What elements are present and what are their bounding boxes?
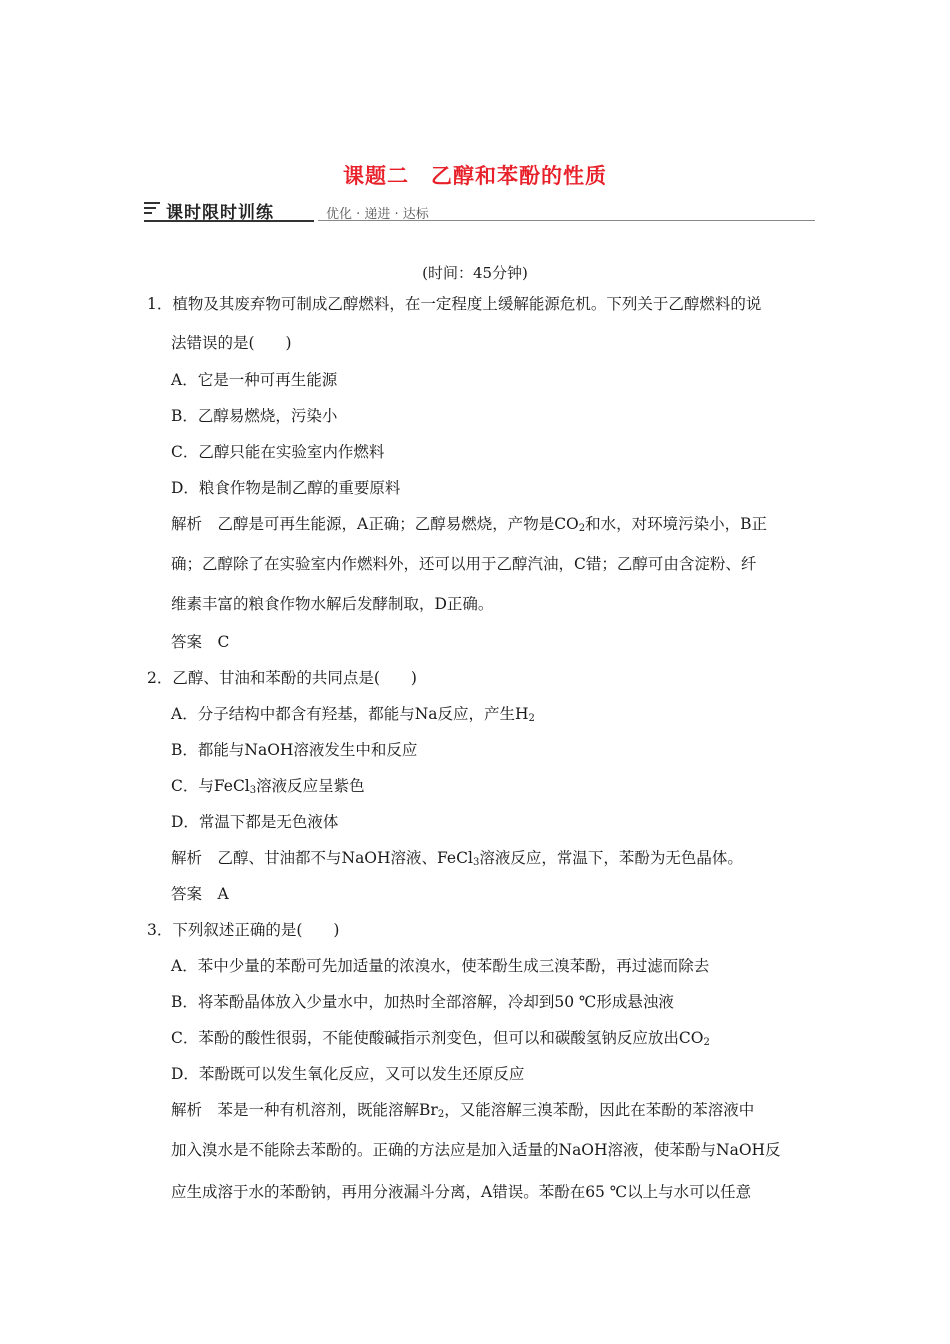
q2-analysis (171, 848, 743, 873)
banner-subtitle: 优化 · 递进 · 达标 (326, 207, 429, 222)
q3-analysis-part: 解析 苯是一种有机溶剂，既能溶解Br (171, 1101, 438, 1119)
q1-stem-line1: 1．植物及其废弃物可制成乙醇燃料，在一定程度上缓解能源危机。下列关于乙醇燃料的说 (147, 295, 762, 313)
q1-option-d: D．粮食作物是制乙醇的重要原料 (171, 479, 401, 497)
q3-analysis-line1 (171, 1100, 754, 1125)
q2-analysis-part: 解析 乙醇、甘油都不与NaOH溶液、FeCl (171, 849, 473, 867)
q1-analysis-line3: 维素丰富的粮食作物水解后发酵制取，D正确。 (171, 595, 494, 613)
subscript: 3 (249, 785, 257, 796)
q3-option-c-text: C．苯酚的酸性很弱，不能使酸碱指示剂变色，但可以和碳酸氢钠反应放出CO (171, 1029, 704, 1047)
q1-analysis-part: 和水，对环境污染小，B正 (585, 515, 768, 533)
q1-option-b: B．乙醇易燃烧，污染小 (171, 407, 338, 425)
q2-analysis-part: 溶液反应，常温下，苯酚为无色晶体。 (479, 849, 743, 867)
q1-stem-line2: 法错误的是( ) (171, 334, 292, 352)
q2-answer: 答案 A (171, 885, 229, 903)
q3-analysis-part: ，又能溶解三溴苯酚，因此在苯酚的苯溶液中 (444, 1101, 755, 1119)
banner-heading-box (144, 198, 314, 222)
q2-option-c (171, 776, 365, 801)
q2-option-a-text: A．分子结构中都含有羟基，都能与Na反应，产生H (171, 705, 529, 723)
subscript: 3 (472, 857, 480, 868)
q1-analysis-part: 解析 乙醇是可再生能源，A正确；乙醇易燃烧，产物是CO (171, 515, 579, 533)
q3-analysis-line2: 加入溴水是不能除去苯酚的。正确的方法应是加入适量的NaOH溶液，使苯酚与NaOH反 (171, 1141, 781, 1159)
q2-option-c-text: C．与FeCl (171, 777, 250, 795)
q1-option-c: C．乙醇只能在实验室内作燃料 (171, 443, 385, 461)
stripes-icon (144, 202, 162, 217)
q1-analysis-line2: 确；乙醇除了在实验室内作燃料外，还可以用于乙醇汽油，C错；乙醇可由含淀粉、纤 (171, 555, 757, 573)
subscript: 2 (528, 713, 535, 724)
q3-stem: 3．下列叙述正确的是( ) (147, 921, 340, 939)
q1-option-a: A．它是一种可再生能源 (171, 371, 338, 389)
q3-option-b: B．将苯酚晶体放入少量水中，加热时全部溶解，冷却到50 ℃形成悬浊液 (171, 993, 674, 1011)
q3-option-c (171, 1028, 710, 1053)
q3-option-d: D．苯酚既可以发生氧化反应，又可以发生还原反应 (171, 1065, 525, 1083)
q1-answer: 答案 C (171, 633, 230, 651)
banner-heading: 课时限时训练 (166, 203, 274, 223)
q3-option-a: A．苯中少量的苯酚可先加适量的浓溴水，使苯酚生成三溴苯酚，再过滤而除去 (171, 957, 710, 975)
subscript: 2 (703, 1037, 710, 1048)
q2-option-b: B．都能与NaOH溶液发生中和反应 (171, 741, 418, 759)
q1-analysis-line1 (171, 514, 767, 539)
q2-option-a (171, 704, 535, 729)
q3-analysis-line3: 应生成溶于水的苯酚钠，再用分液漏斗分离，A错误。苯酚在65 ℃以上与水可以任意 (171, 1183, 752, 1201)
subscript: 2 (437, 1109, 445, 1120)
q2-stem: 2．乙醇、甘油和苯酚的共同点是( ) (147, 669, 417, 687)
page-title: 课题二 乙醇和苯酚的性质 (343, 164, 607, 188)
subscript: 2 (578, 523, 586, 534)
section-banner (144, 198, 815, 224)
q2-option-d: D．常温下都是无色液体 (171, 813, 339, 831)
time-note: (时间：45分钟) (422, 264, 528, 282)
q2-option-c-text: 溶液反应呈紫色 (256, 777, 365, 795)
